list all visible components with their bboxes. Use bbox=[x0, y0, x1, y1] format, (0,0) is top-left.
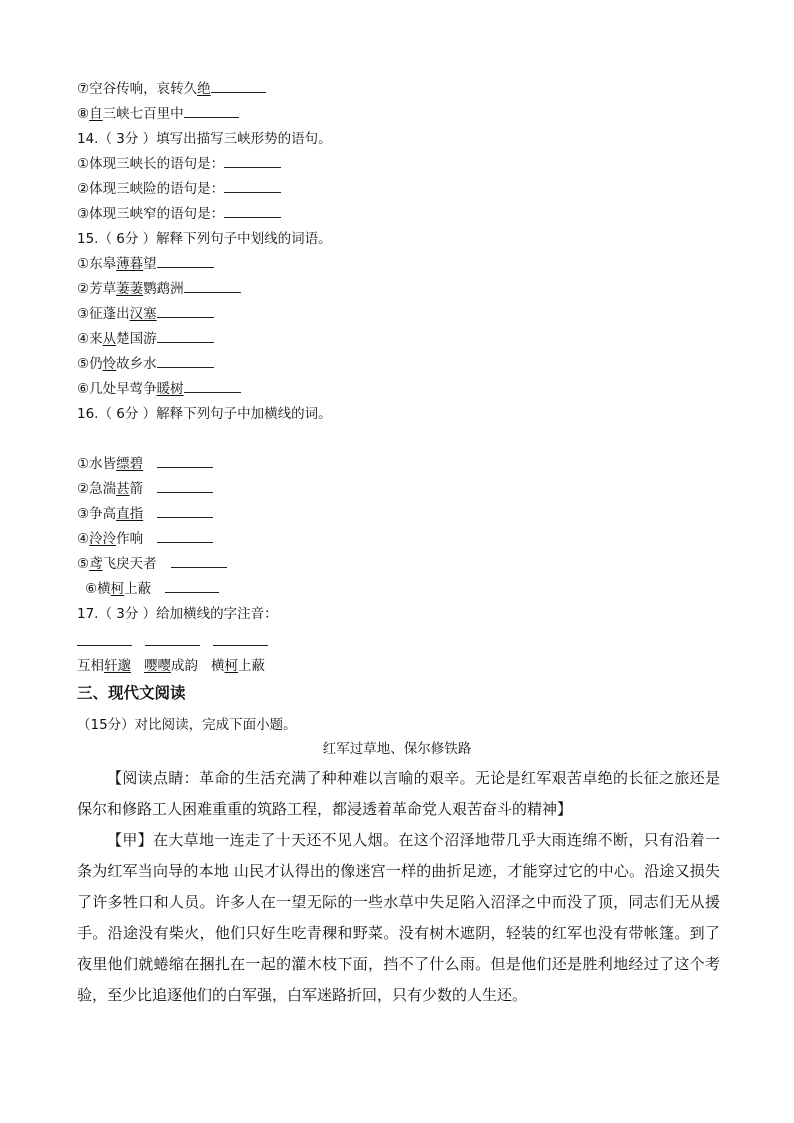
underlined-word: 泠泠 bbox=[89, 531, 117, 547]
answer-blank[interactable] bbox=[157, 505, 213, 518]
underlined-word: 鸢 bbox=[89, 556, 103, 572]
answer-blank[interactable] bbox=[157, 480, 213, 493]
section-intro: （15分）对比阅读，完成下面小题。 bbox=[77, 717, 297, 733]
q14-line-2: ②体现三峡险的语句是： bbox=[77, 180, 281, 198]
question-14-title: 14.（ 3分 ）填写出描写三峡形势的语句。 bbox=[77, 131, 332, 147]
q16-item-6: ⑥横柯上蔽 bbox=[85, 580, 219, 598]
question-16-title: 16.（ 6分 ）解释下列句子中加横线的词。 bbox=[77, 406, 332, 422]
answer-blank[interactable] bbox=[157, 330, 214, 343]
underlined-word: 嘤嘤 bbox=[144, 658, 171, 674]
reading-tip: 【阅读点睛：革命的生活充满了种种难以言喻的艰辛。无论是红军艰苦卓绝的长征之旅还是保尔和修路工人困难重重的筑路工程，都浸透着革命党人艰苦奋斗的精神】 bbox=[77, 769, 720, 818]
answer-blank[interactable] bbox=[157, 530, 213, 543]
q17-word-3: 横柯上蔽 bbox=[211, 658, 265, 674]
underlined-word: 薄暮 bbox=[116, 256, 144, 272]
q16-item-3: ③争高直指 bbox=[77, 505, 213, 523]
answer-blank[interactable] bbox=[213, 633, 268, 646]
underlined-word: 柯 bbox=[224, 658, 238, 674]
answer-blank[interactable] bbox=[157, 255, 214, 268]
item-8: ⑧自三峡七百里中 bbox=[77, 105, 239, 123]
q15-item-6: ⑥几处早莺争暖树 bbox=[77, 380, 241, 398]
underlined-word: 直指 bbox=[116, 506, 144, 522]
q16-item-4: ④泠泠作响 bbox=[77, 530, 213, 548]
underlined-word: 怜 bbox=[102, 356, 117, 372]
q15-item-1: ①东皋薄暮望 bbox=[77, 255, 214, 273]
section-heading: 三、现代文阅读 bbox=[77, 684, 186, 702]
underlined-word: 缥碧 bbox=[116, 456, 144, 472]
q15-item-3: ③征蓬出汉塞 bbox=[77, 305, 214, 323]
q15-item-2: ②芳草萋萋鹦鹉洲 bbox=[77, 280, 241, 298]
underlined-word: 柯 bbox=[110, 581, 125, 597]
question-17-title: 17.（ 3分 ）给加横线的字注音： bbox=[77, 606, 278, 622]
q17-word-2: 嘤嘤成韵 bbox=[144, 658, 198, 674]
answer-blank[interactable] bbox=[157, 355, 214, 368]
answer-blank[interactable] bbox=[211, 80, 266, 93]
item-7: ⑦空谷传响，哀转久绝 bbox=[77, 80, 266, 98]
answer-blank[interactable] bbox=[224, 155, 281, 168]
underlined-word: 萋萋 bbox=[116, 281, 144, 297]
answer-blank[interactable] bbox=[157, 305, 214, 318]
answer-blank[interactable] bbox=[224, 205, 281, 218]
underlined-word: 绝 bbox=[197, 81, 211, 97]
underlined-word: 从 bbox=[102, 331, 117, 347]
q15-item-4: ④来从楚国游 bbox=[77, 330, 214, 348]
underlined-word: 甚 bbox=[116, 481, 130, 497]
passage-title: 红军过草地、保尔修铁路 bbox=[322, 741, 472, 757]
q14-line-3: ③体现三峡窄的语句是： bbox=[77, 205, 281, 223]
paragraph-jia: 【甲】在大草地一连走了十天还不见人烟。在这个沼泽地带几乎大雨连绵不断，只有沿着一条为红军当向导的本地 山民才认得出的像迷宫一样的曲折足迹，才能穿过它的中心。沿途又损失了许多牲口和人员。许多人在一望无际的一些水草中失足陷入沼泽之中而没了顶，同志们无从援手。沿途没有柴火，他们只好生吃青稞和野菜。没有树木遮阴，轻装的红军也没有带帐篷。到了夜里他们就蜷缩在捆扎在一起的灌木枝下面，挡不了什么雨。但是他们还是胜利地经过了这个考验，至少比追逐他们的白军强，白军迷路折回，只有少数的人生还。 bbox=[77, 831, 720, 1004]
underlined-word: 自 bbox=[89, 106, 103, 122]
answer-blank[interactable] bbox=[171, 555, 227, 568]
answer-blank[interactable] bbox=[165, 580, 219, 593]
answer-blank[interactable] bbox=[184, 280, 241, 293]
q17-word-1: 互相轩邈 bbox=[77, 658, 131, 674]
underlined-word: 轩邈 bbox=[104, 658, 131, 674]
q16-item-1: ①水皆缥碧 bbox=[77, 455, 213, 473]
q17-words bbox=[77, 657, 265, 675]
answer-blank[interactable] bbox=[77, 633, 132, 646]
answer-blank[interactable] bbox=[224, 180, 281, 193]
answer-blank[interactable] bbox=[184, 105, 239, 118]
answer-blank[interactable] bbox=[157, 455, 213, 468]
q14-line-1: ①体现三峡长的语句是： bbox=[77, 155, 281, 173]
underlined-word: 汉塞 bbox=[129, 306, 157, 322]
q16-item-5: ⑤鸢飞戾天者 bbox=[77, 555, 227, 573]
answer-blank[interactable] bbox=[145, 633, 200, 646]
question-15-title: 15.（ 6分 ）解释下列句子中划线的词语。 bbox=[77, 231, 332, 247]
answer-blank[interactable] bbox=[184, 380, 241, 393]
q15-item-5: ⑤仍怜故乡水 bbox=[77, 355, 214, 373]
q16-item-2: ②急湍甚箭 bbox=[77, 480, 213, 498]
underlined-word: 暖树 bbox=[156, 381, 184, 397]
